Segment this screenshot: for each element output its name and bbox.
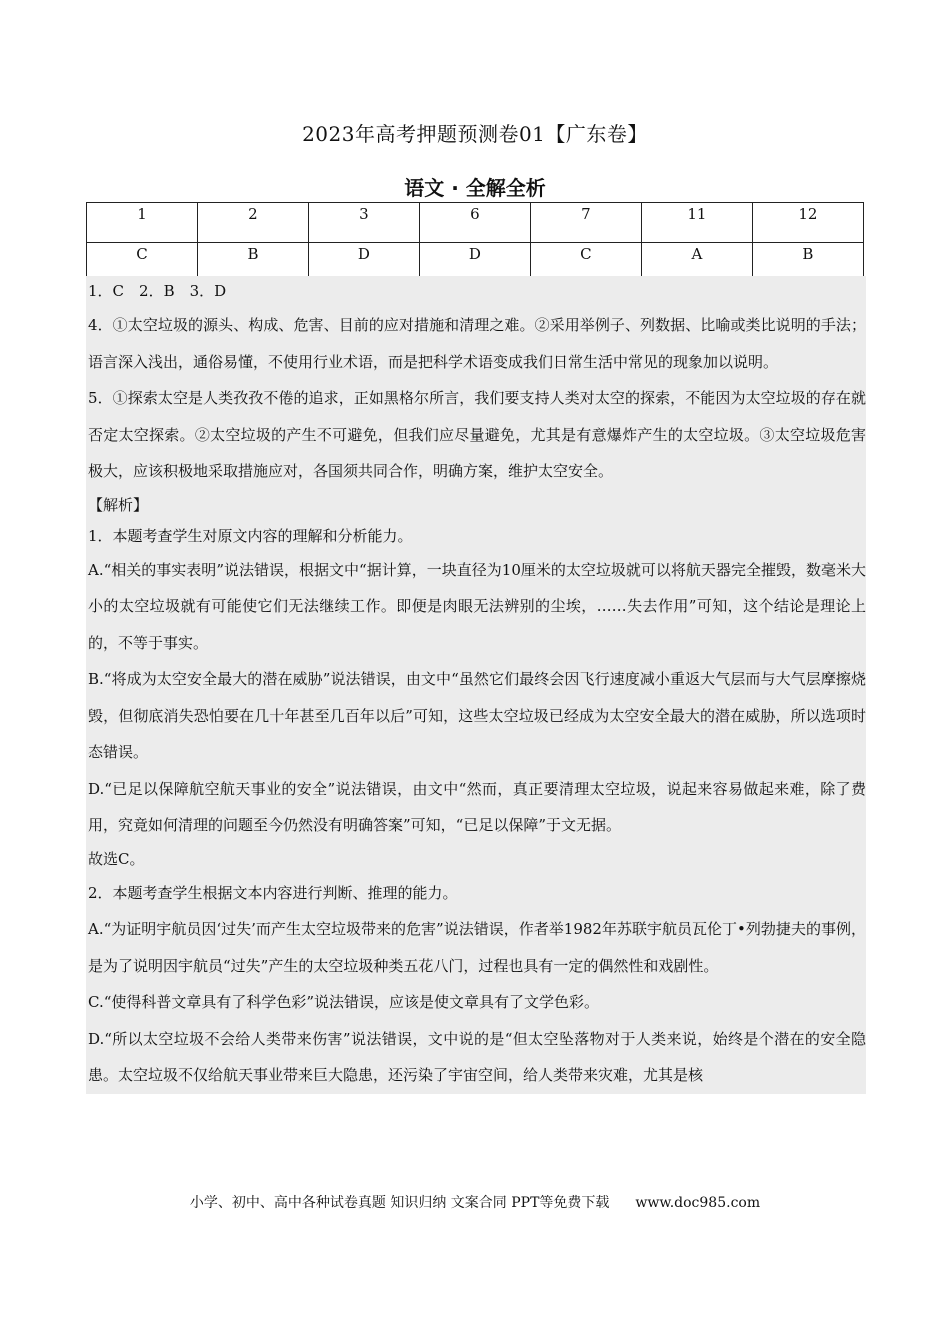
footer-text: 小学、初中、高中各种试卷真题 知识归纳 文案合同 PPT等免费下载 [189, 1195, 610, 1211]
question-number-cell: 3 [308, 203, 419, 243]
analysis-paragraph: B.“将成为太空安全最大的潜在威胁”说法错误，由文中“虽然它们最终会因飞行速度减小重返大气层而与大气层摩擦烧毁，但彻底消失恐怕要在几十年甚至几百年以后”可知，这些太空垃圾已经成为太空安全最大的潜在威胁，所以选项时态错误。 [88, 670, 866, 761]
answer-cell: B [197, 243, 308, 283]
analysis-paragraph: A.“为证明宇航员因‘过失’而产生太空垃圾带来的危害”说法错误，作者举1982年苏联宇航员瓦伦丁•列勃捷夫的事例，是为了说明因宇航员“过失”产生的太空垃圾种类五花八门，过程也具有一定的偶然性和戏剧性。 [88, 920, 866, 975]
answer-cell: D [419, 243, 530, 283]
answer-cell: D [308, 243, 419, 283]
answer-summary: 1．C 2．B 3．D [88, 282, 227, 300]
question-number-cell: 2 [197, 203, 308, 243]
question-number-cell: 1 [87, 203, 198, 243]
analysis-paragraph: 2．本题考查学生根据文本内容进行判断、推理的能力。 [88, 883, 458, 902]
analysis-paragraph: D.“已足以保障航空航天事业的安全”说法错误，由文中“然而，真正要清理太空垃圾，说起来容易做起来难，除了费用，究竟如何清理的问题至今仍然没有明确答案”可知，“已足以保障”于文无据。 [88, 779, 866, 834]
analysis-paragraph: A.“相关的事实表明”说法错误，根据文中“据计算，一块直径为10厘米的太空垃圾就可以将航天器完全摧毁，数毫米大小的太空垃圾就有可能使它们无法继续工作。即便是肉眼无法辨别的尘埃，……失去作用”可知，这个结论是理论上的，不等于事实。 [88, 560, 866, 652]
section-heading: 【解析】 [88, 495, 149, 514]
answer-explanation-body [86, 276, 866, 1094]
answer-cell: A [641, 243, 752, 283]
analysis-paragraph: 故选C。 [88, 849, 145, 868]
question-number-cell: 12 [752, 203, 863, 243]
analysis-paragraph: 1．本题考查学生对原文内容的理解和分析能力。 [88, 526, 413, 545]
page-footer [0, 1192, 950, 1212]
answer-paragraph: 5．①探索太空是人类孜孜不倦的追求，正如黑格尔所言，我们要支持人类对太空的探索，不能因为太空垃圾的存在就否定太空探索。②太空垃圾的产生不可避免，但我们应尽量避免，尤其是有意爆炸产生的太空垃圾。③太空垃圾危害极大，应该积极地采取措施应对，各国须共同合作，明确方案，维护太空安全。 [88, 389, 866, 480]
answer-cell: B [752, 243, 863, 283]
question-number-cell: 7 [530, 203, 641, 243]
analysis-paragraph: D.“所以太空垃圾不会给人类带来伤害”说法错误，文中说的是“但太空坠落物对于人类来说，始终是个潜在的安全隐患。太空垃圾不仅给航天事业带来巨大隐患，还污染了宇宙空间，给人类带来灾难，尤其是核 [88, 1029, 866, 1084]
page-title: 2023年高考押题预测卷01【广东卷】 [302, 122, 648, 146]
analysis-paragraph: C.“使得科普文章具有了科学色彩”说法错误，应该是使文章具有了文学色彩。 [88, 993, 600, 1011]
page-subtitle: 语文 · 全解全析 [404, 176, 546, 200]
answer-cell: C [530, 243, 641, 283]
question-number-row [87, 203, 864, 243]
answer-table [86, 202, 864, 283]
answer-paragraph: 4．①太空垃圾的源头、构成、危害、目前的应对措施和清理之难。②采用举例子、列数据、比喻或类比说明的手法；语言深入浅出，通俗易懂，不使用行业术语，而是把科学术语变成我们日常生活中常见的现象加以说明。 [88, 316, 866, 371]
answer-cell: C [87, 243, 198, 283]
question-number-cell: 11 [641, 203, 752, 243]
question-number-cell: 6 [419, 203, 530, 243]
footer-website-link[interactable]: www.doc985.com [635, 1195, 761, 1211]
